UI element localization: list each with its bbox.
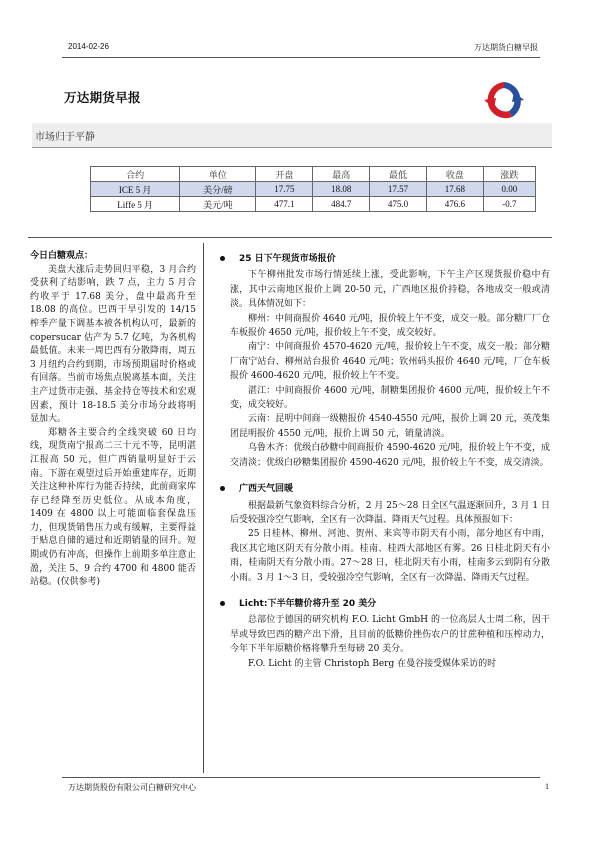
column-divider xyxy=(203,243,204,773)
section-paragraph: 湛江：中间商报价 4600 元/吨，制糖集团报价 4600 元/吨，报价较上午不变，成交较好。 xyxy=(230,385,550,411)
section-heading: Licht:下半年糖价将升至 20 美分 xyxy=(220,597,550,611)
bullet-icon xyxy=(220,486,225,491)
section-paragraph: F.O. Licht 的主管 Christoph Berg 在曼谷接受媒体采访的时 xyxy=(248,658,497,669)
table-cell: Liffe 5 月 xyxy=(91,197,180,212)
subtitle-divider xyxy=(32,147,552,148)
table-cell: -0.7 xyxy=(483,197,535,212)
section-paragraph: 南宁：中间商报价 4570-4620 元/吨，报价较上午不变，成交一般；部分糖厂南宁站台、柳州站台报价 4640 元/吨；钦州码头报价 4640 元/吨，厂仓车板报价 4600-4620 元/吨，报价较上午不变。 xyxy=(230,342,550,382)
header-publication: 万达期货白糖早报 xyxy=(474,43,538,52)
table-row xyxy=(91,197,536,212)
section-divider xyxy=(28,237,552,238)
table-header-cell: 最低 xyxy=(370,167,427,182)
table-header-cell: 单位 xyxy=(180,167,256,182)
header-date: 2014-02-26 xyxy=(68,42,109,51)
section-paragraph: 下午柳州批发市场行情延续上涨，受此影响，下午主产区现货报价稳中有涨，其中云南地区报价上调 20-50 元，广西地区报价持稳，各地成交一般或清淡。具体情况如下： xyxy=(230,270,550,310)
table-header-cell: 涨跌 xyxy=(483,167,535,182)
table-cell: 美元/吨 xyxy=(180,197,256,212)
bullet-icon xyxy=(220,601,225,606)
outlook-paragraph: 美盘大涨后走势回归平稳，3 月合约受获利了结影响，跌 7 点，主力 5 月合约收平于 17.68 美分，盘中最高升至 18.08 的高位。巴西干旱引发的 14/15 榨季产量下调基本被各机构认可，最新的 copersucar 估产为 5.7 亿吨，为各机构最低值。未来一周巴西有分散降雨，周五 3 月纽约合约到期，市场预期届时价格或有回落。当前市场焦点脱离基本面，关注主产过货市走强、基金持仓等技术和宏观因素，预计 18-18.5 美分市场分歧将明显加大。 xyxy=(30,264,196,425)
section-paragraph: 乌鲁木齐：优级白砂糖中间商报价 4590-4620 元/吨，报价较上午不变，成交清淡；优级白砂糖集团报价 4590-4620 元/吨，报价较上午不变，成交清淡。 xyxy=(230,443,550,468)
footer-divider xyxy=(62,777,540,778)
table-cell: 0.00 xyxy=(483,182,535,197)
header-divider xyxy=(62,57,540,58)
page-number: 1 xyxy=(545,782,549,791)
news-column xyxy=(220,252,550,671)
table-cell: 475.0 xyxy=(370,197,427,212)
section-heading: 广西天气回暖 xyxy=(220,482,550,496)
quote-table xyxy=(90,166,536,212)
section-paragraph: 总部位于德国的研究机构 F.O. Licht GmbH 的一位高层人士周二称，因干旱或导致巴西的糖产出下滑，且目前的低糖价挫伤农户的甘蔗种植和压榨动力，今年下半年原糖价格将攀升至每磅 20 美分。 xyxy=(230,615,550,655)
table-header-cell: 收盘 xyxy=(426,167,483,182)
report-title: 万达期货早报 xyxy=(64,90,141,105)
section-paragraph: 根据最新气象资料综合分析，2 月 25～28 日全区气温逐渐回升，3 月 1 日后受较强冷空气影响，全区有一次降温、降雨天气过程。具体预报如下： xyxy=(230,500,550,525)
report-subtitle: 市场归于平静 xyxy=(35,132,95,143)
table-row xyxy=(91,182,536,197)
footer-company: 万达期货股份有限公司白糖研究中心 xyxy=(68,783,196,792)
table-header-cell: 最高 xyxy=(313,167,370,182)
table-cell: 美分/磅 xyxy=(180,182,256,197)
table-cell: 484.7 xyxy=(313,197,370,212)
section-heading: 25 日下午现货市场报价 xyxy=(220,252,550,266)
wanda-futures-logo-icon xyxy=(482,78,526,122)
bullet-icon xyxy=(220,256,225,261)
table-header-row xyxy=(91,167,536,182)
outlook-paragraph: 郑糖各主要合约全线突破 60 日均线，现货南宁报高二三十元不等，昆明湛江报高 50 元，但广西销量明显好于云南。下游在观望过后开始重建库存，近期关注这种补库行为能否持续，此前商家库存已经降至历史低位。从成本角度，1409 在 4800 以上可能面临套保盘压力，但现货销售压力或有缓解，主要得益于贴息自储的通过和近期销量的回升。短期或仍有冲高，但操作上前期多单注意止盈，关注 5、9 合约 4700 和 4800 能否站稳。(仅供参考) xyxy=(30,427,196,588)
table-cell: ICE 5 月 xyxy=(91,182,180,197)
section-paragraph: 云南：昆明中间商一级糖报价 4540-4550 元/吨，报价上调 20 元，英茂集团昆明报价 4550 元/吨，报价上调 50 元，销量清淡。 xyxy=(230,414,550,439)
section-paragraph: 柳州：中间商报价 4640 元/吨，报价较上午不变，成交一般。部分糖厂厂仓车板报价 4650 元/吨，报价较上午不变，成交较好。 xyxy=(230,313,550,339)
section-paragraph: 25 日桂林、柳州、河池、贺州、来宾等市阴天有小雨，部分地区有中雨，我区其它地区阴天有分散小雨。桂南、桂西大部地区有雾。26 日桂北阴天有小雨，桂南阴天有分散小雨。27～28 日，桂北阴天有小雨，桂南多云到阴有分散小雨。3 月 1～3 日，受较强冷空气影响，全区有一次降温、降雨天气过程。 xyxy=(230,529,550,583)
table-cell: 18.08 xyxy=(313,182,370,197)
table-cell: 477.1 xyxy=(256,197,313,212)
table-header-cell: 合约 xyxy=(91,167,180,182)
outlook-heading: 今日白糖观点： xyxy=(30,251,94,261)
table-cell: 476.6 xyxy=(426,197,483,212)
subtitle-band xyxy=(32,123,552,148)
table-cell: 17.57 xyxy=(370,182,427,197)
table-header-cell: 开盘 xyxy=(256,167,313,182)
table-cell: 17.68 xyxy=(426,182,483,197)
sugar-outlook-column xyxy=(30,250,196,590)
table-cell: 17.75 xyxy=(256,182,313,197)
